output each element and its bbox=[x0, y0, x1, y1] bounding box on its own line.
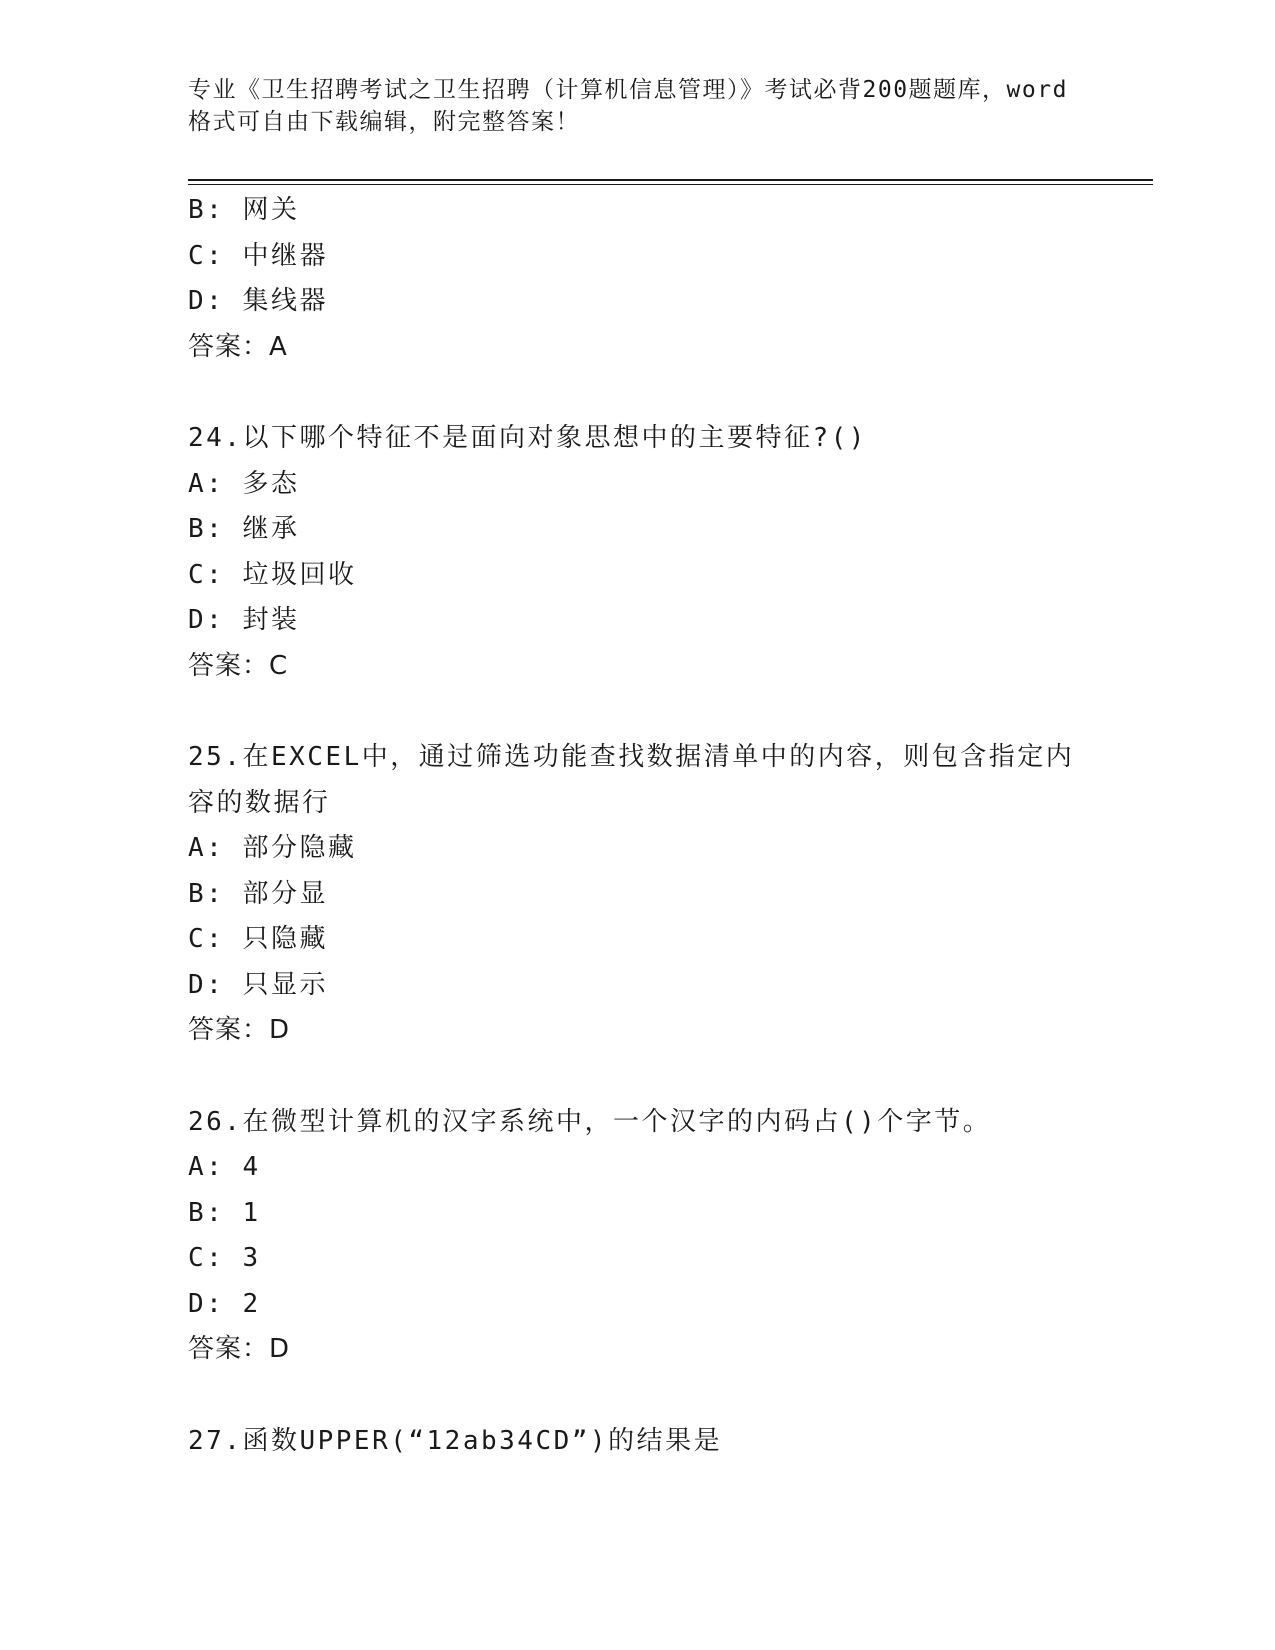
question-26 bbox=[188, 1100, 1088, 1373]
question-23 bbox=[188, 188, 1088, 370]
spacer bbox=[188, 1373, 1088, 1419]
option-a: A: 多态 bbox=[188, 468, 300, 499]
option-a: A: 4 bbox=[188, 1152, 261, 1182]
question-text: 26.在微型计算机的汉字系统中，一个汉字的内码占()个字节。 bbox=[188, 1106, 992, 1137]
question-text-line-1: 25.在EXCEL中，通过筛选功能查找数据清单中的内容，则包含指定内 bbox=[188, 742, 1075, 772]
spacer bbox=[188, 1054, 1088, 1100]
option-b: B: 1 bbox=[188, 1197, 261, 1228]
option-c: C: 垃圾回收 bbox=[188, 559, 357, 590]
option-c: C: 中继器 bbox=[188, 240, 328, 271]
question-text-line-2: 容的数据行 bbox=[188, 787, 331, 818]
option-b: B: 部分显 bbox=[188, 878, 328, 909]
question-list bbox=[188, 188, 1088, 1464]
question-text: 27.函数UPPER(“12ab34CD”)的结果是 bbox=[188, 1425, 723, 1456]
answer: 答案：A bbox=[188, 331, 288, 362]
option-d: D: 集线器 bbox=[188, 286, 328, 316]
option-d: D: 2 bbox=[188, 1288, 261, 1319]
option-d: D: 封装 bbox=[188, 605, 300, 635]
question-27 bbox=[188, 1419, 1088, 1465]
document-header bbox=[188, 74, 1088, 138]
spacer bbox=[188, 689, 1088, 735]
option-c: C: 只隐藏 bbox=[188, 924, 328, 954]
option-a: A: 部分隐藏 bbox=[188, 833, 357, 863]
header-line-2: 格式可自由下载编辑，附完整答案！ bbox=[188, 109, 580, 135]
answer: 答案：D bbox=[188, 1334, 291, 1364]
spacer bbox=[188, 370, 1088, 416]
option-b: B: 网关 bbox=[188, 195, 300, 225]
option-d: D: 只显示 bbox=[188, 969, 328, 1000]
option-c: C: 3 bbox=[188, 1243, 261, 1273]
option-b: B: 继承 bbox=[188, 514, 300, 544]
header-line-1: 专业《卫生招聘考试之卫生招聘（计算机信息管理）》考试必背200题题库，word bbox=[188, 77, 1068, 103]
header-divider bbox=[188, 179, 1153, 185]
question-25 bbox=[188, 735, 1088, 1054]
question-24 bbox=[188, 416, 1088, 689]
answer: 答案：C bbox=[188, 650, 289, 681]
question-text: 24.以下哪个特征不是面向对象思想中的主要特征?() bbox=[188, 423, 867, 453]
answer: 答案：D bbox=[188, 1015, 291, 1045]
